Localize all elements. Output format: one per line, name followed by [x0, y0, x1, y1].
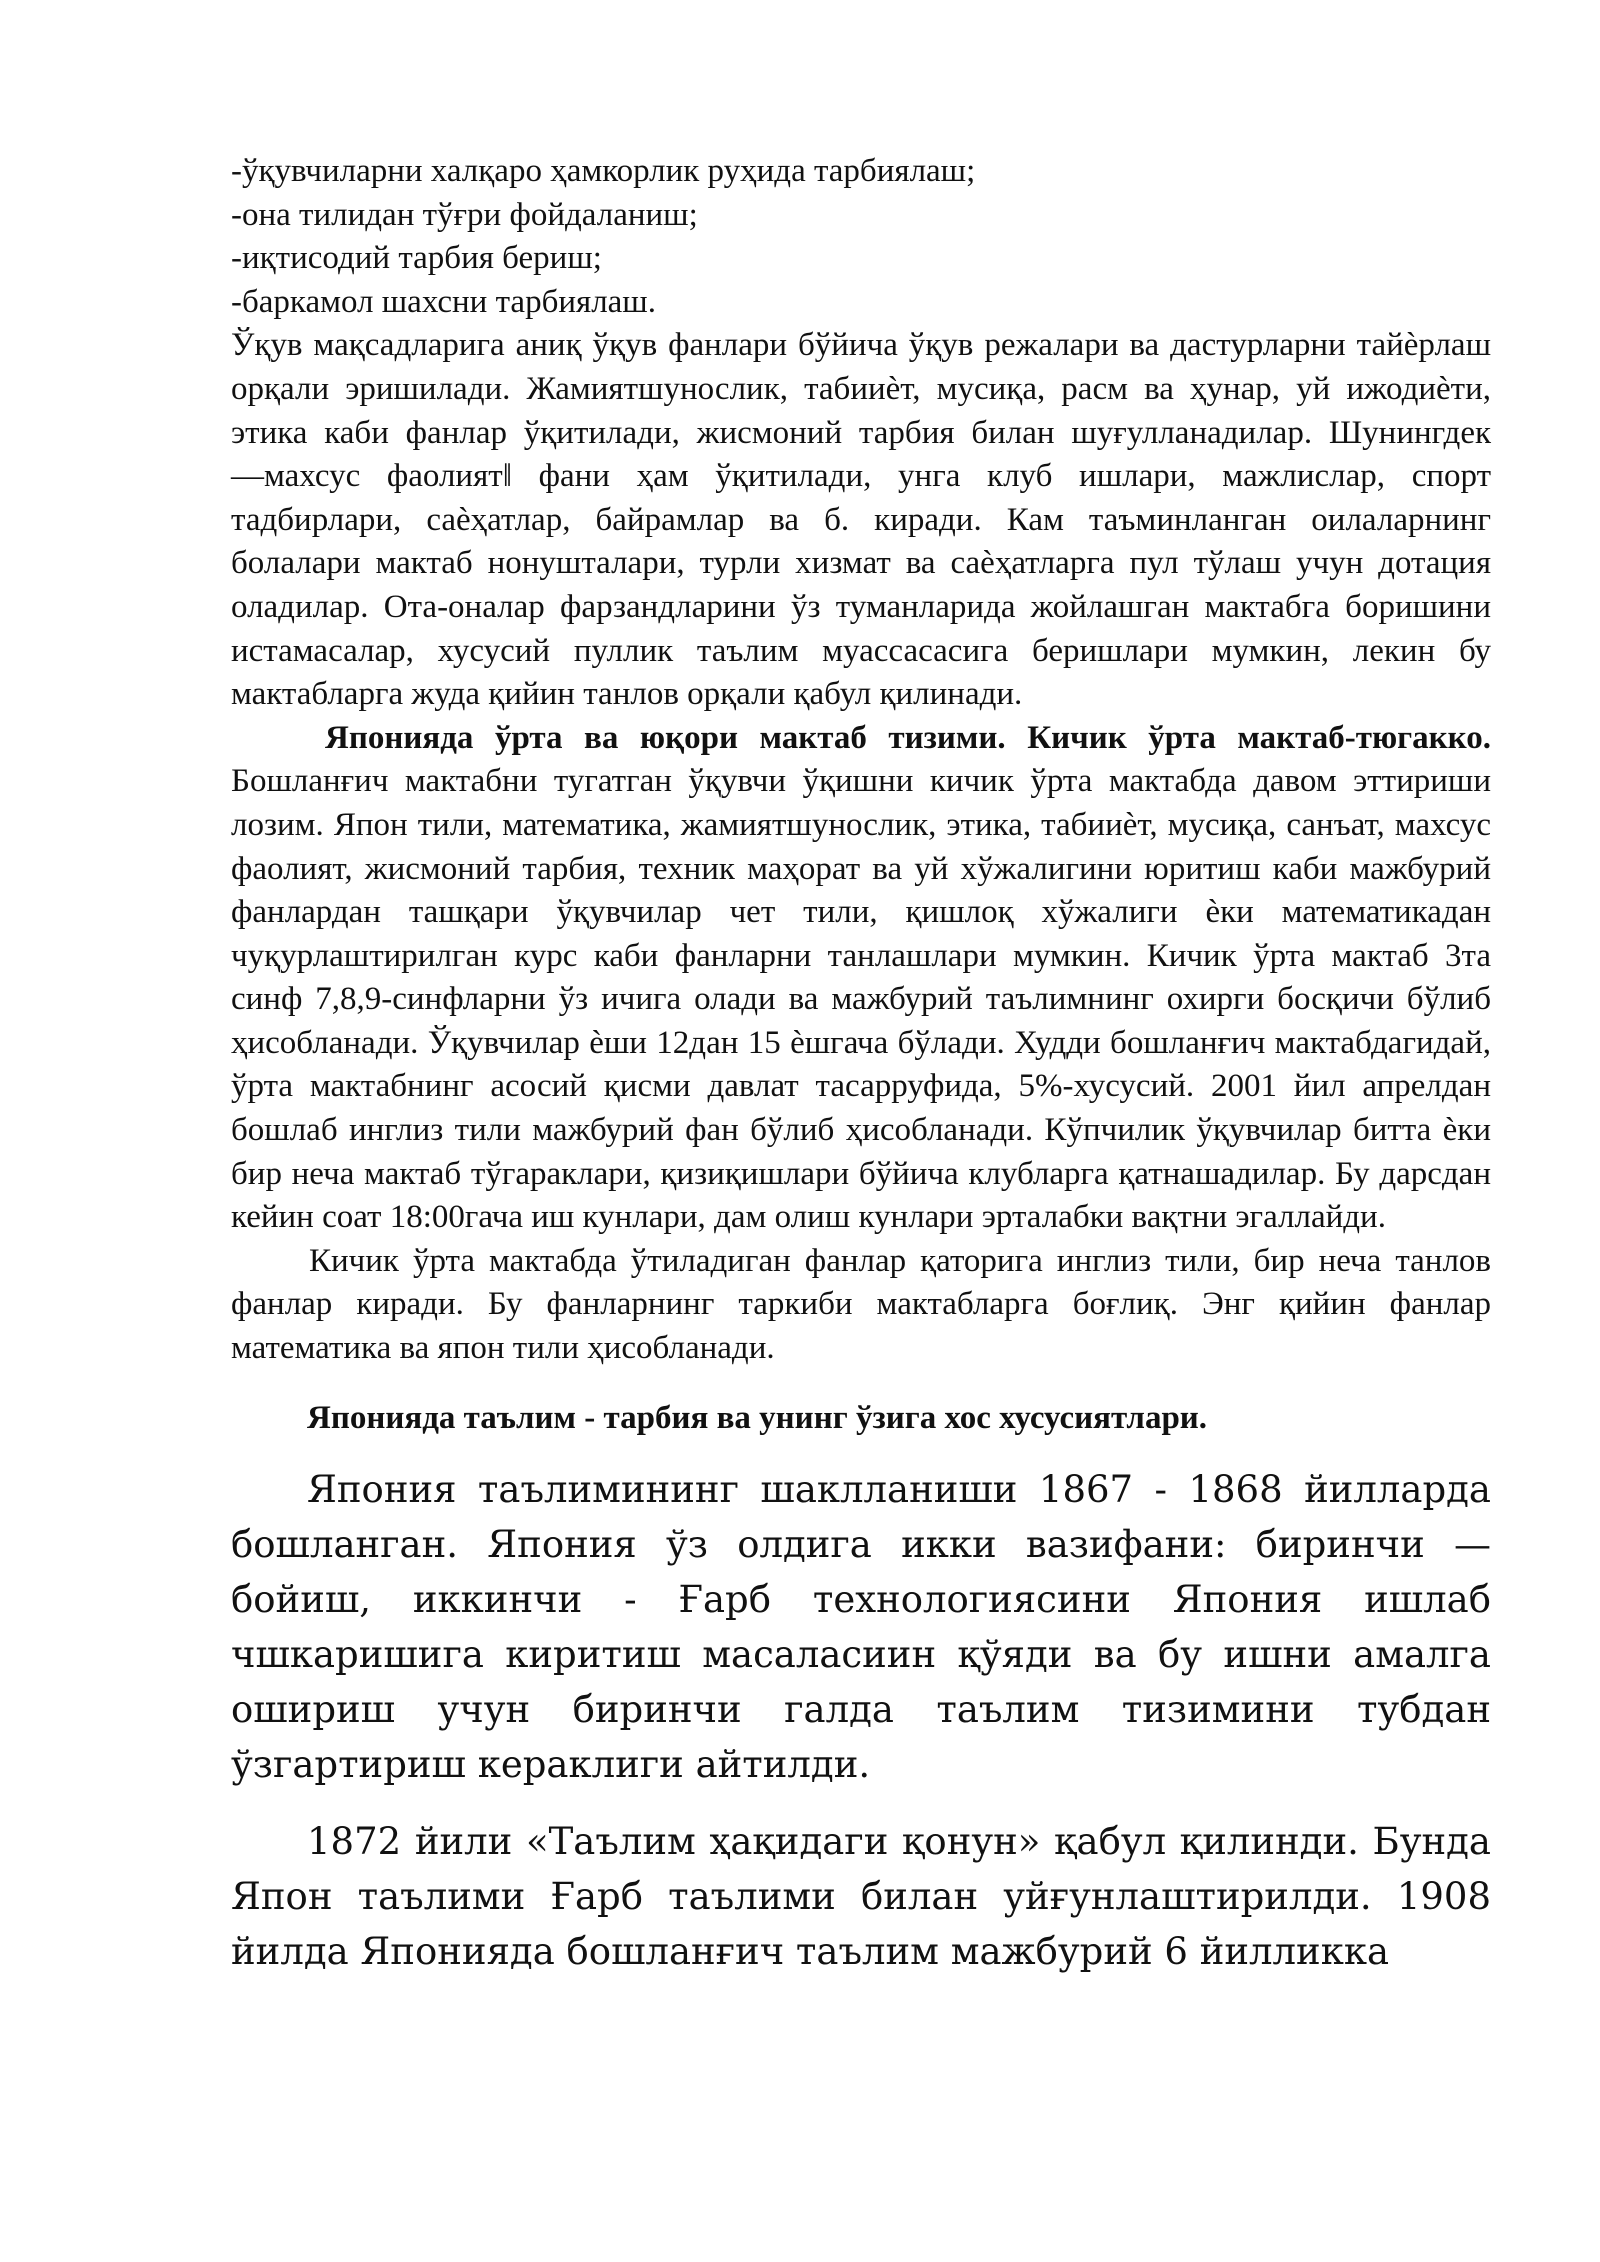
paragraph-subjects: Кичик ўрта мактабда ўтиладиган фанлар қаторига инглиз тили, бир неча танлов фанлар киради. Бу фанларнинг таркиби мактабларга боғлиқ. Энг қийин фанлар математика ва япон тили ҳисобланади. [231, 1242, 1491, 1367]
list-item: -она тилидан тўғри фойдаланиш; [231, 196, 698, 233]
paragraph-middle-school [231, 717, 1491, 1240]
list-item: -ўқувчиларни халқаро ҳамкорлик руҳида тарбиялаш; [231, 153, 976, 189]
bullet-list [231, 150, 1491, 324]
list-item: -баркамол шахсни тарбиялаш. [231, 283, 656, 320]
list-item: -иқтисодий тарбия бериш; [231, 240, 602, 277]
paragraph-study-goals: Ўқув мақсадларига аниқ ўқув фанлари бўйича ўқув режалари ва дастурларни тайѐрлаш орқали эришилади. Жамиятшунослик, табииѐт, мусиқа, расм ва ҳунар, уй ижодиѐти, этика каби фанлар ўқитилади, жисмоний тарбия билан шуғулланадилар. Шунингдек ―махсус фаолият‖ фани ҳам ўқитилади, унга клуб ишлари, мажлислар, спорт тадбирлари, саѐҳатлар, байрамлар ва б. киради. Кам таъминланган оилаларнинг болалари мактаб нонушталари, турли хизмат ва саѐҳатларга пул тўлаш учун дотация оладилар. Ота-оналар фарзандларини ўз туманларида жойлашган мактабга боришини истамасалар, хусусий пуллик таълим муассасасига беришлари мумкин, лекин бу мактабларга жуда қийин танлов орқали қабул қилинади. [231, 327, 1491, 713]
section-body-middle-school: Бошланғич мактабни тугатган ўқувчи ўқишни кичик ўрта мактабда давом эттириши лозим. Япон тили, математика, жамиятшунослик, этика, табииѐт, мусиқа, санъат, махсус фаолият, жисмоний тарбия, техник маҳорат ва уй хўжалигини юритиш каби мажбурий фанлардан ташқари ўқувчилар чет тили, қишлоқ хўжалиги ѐки математикадан чуқурлаштирилган курс каби фанларни танлашлари мумкин. Кичик ўрта мактаб 3та синф 7,8,9-синфларни ўз ичига олади ва мажбурий таълимнинг охирги босқичи бўлиб ҳисобланади. Ўқувчилар ѐши 12дан 15 ѐшгача бўлади. Худди бошланғич мактабдагидай, ўрта мактабнинг асосий қисми давлат тасарруфида, 5%-хусусий. 2001 йил апрелдан бошлаб инглиз тили мажбурий фан бўлиб ҳисобланади. Кўпчилик ўқувчилар битта ѐки бир неча мактаб тўгараклари, қизиқишлари бўйича клубларга қатнашадилар. Бу дарсдан кейин соат 18:00гача иш кунлари, дам олиш кунлари эрталабки вақтни эгаллайди. [231, 763, 1491, 1236]
document-page [231, 150, 1491, 1979]
section-heading-education-features: Японияда таълим - тарбия ва унинг ўзига хос хусусиятлари. [307, 1399, 1208, 1436]
paragraph-education-history: Япония таълимининг шаклланиши 1867 - 1868 йилларда бошланган. Япония ўз олдига икки вазифани: биринчи — бойиш, иккинчи - Ғарб технологиясини Япония ишлаб чшкаришига киритиш масаласиин қўяди ва бу ишни амалга ошириш учун биринчи галда таълим тизимини тубдан ўзгартириш кераклиги айтилди. [231, 1468, 1491, 1787]
paragraph-education-law: 1872 йили «Таълим ҳақидаги қонун» қабул қилинди. Бунда Япон таълими Ғарб таълими билан уйғунлаштирилди. 1908 йилда Японияда бошланғич таълим мажбурий 6 йилликка [231, 1820, 1491, 1974]
section-heading-middle-school: Японияда ўрта ва юқори мактаб тизими. Кичик ўрта мактаб-тюгакко. [325, 719, 1491, 756]
